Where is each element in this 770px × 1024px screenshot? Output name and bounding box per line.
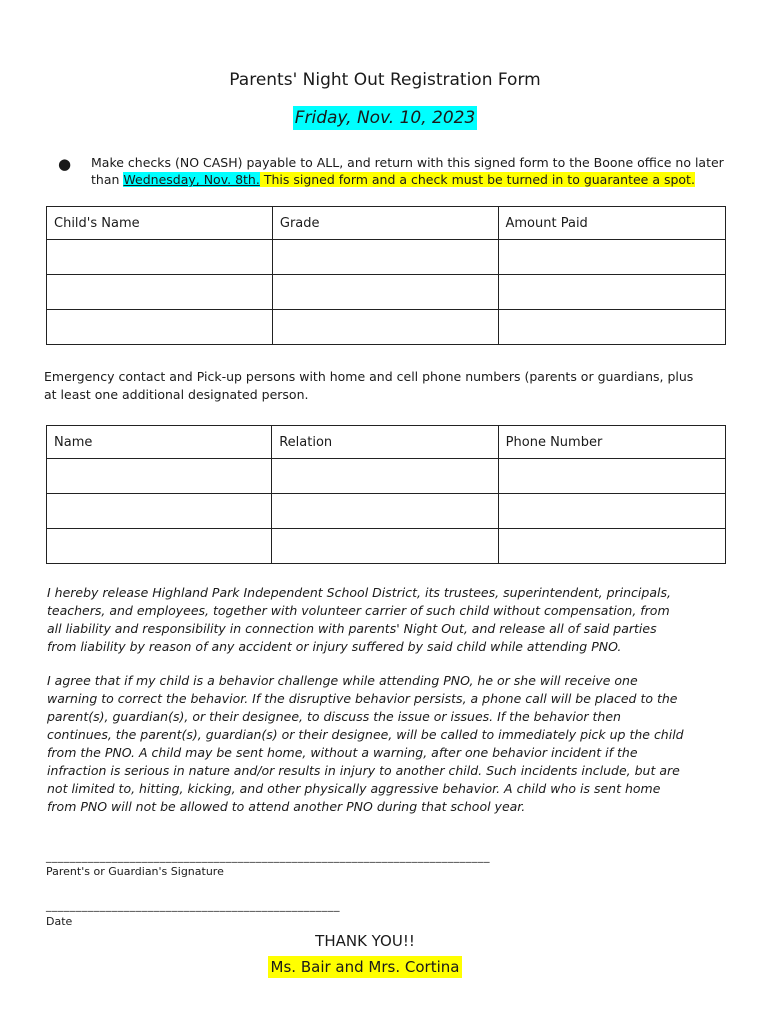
- amount-paid-cell[interactable]: [498, 310, 726, 345]
- table-row: [47, 275, 726, 310]
- event-date-container: [0, 108, 770, 128]
- table-row: [47, 310, 726, 345]
- children-table: [46, 206, 726, 345]
- relation-cell[interactable]: [272, 529, 498, 564]
- table-row: [47, 494, 726, 529]
- child-name-cell[interactable]: [47, 310, 273, 345]
- event-date: Friday, Nov. 10, 2023: [294, 108, 476, 128]
- signature-line[interactable]: __________________________________________________________________________: [46, 850, 490, 863]
- form-title: Parents' Night Out Registration Form: [229, 70, 541, 90]
- child-name-cell[interactable]: [47, 240, 273, 275]
- instructions-emphasis: This signed form and a check must be turned in to guarantee a spot.: [259, 172, 695, 187]
- thank-you-text: THANK YOU!!: [315, 932, 415, 950]
- child-name-cell[interactable]: [47, 275, 273, 310]
- phone-number-cell[interactable]: [498, 494, 725, 529]
- phone-number-cell[interactable]: [498, 459, 725, 494]
- contact-name-cell[interactable]: [47, 459, 272, 494]
- date-label: Date: [46, 915, 73, 928]
- phone-number-cell[interactable]: [498, 529, 725, 564]
- bullet-point: ●: [58, 155, 72, 173]
- instructions-text: Make checks (NO CASH) payable to ALL, and return with this signed form to the Boone office no later than: [91, 155, 724, 187]
- child-name-header: Child's Name: [47, 207, 273, 240]
- amount-paid-cell[interactable]: [498, 275, 726, 310]
- liability-release-paragraph: I hereby release Highland Park Independent School District, its trustees, superintendent, principals, teachers, and employees, together with volunteer carrier of such child without compensation, from all liability and responsibility in connection with parents' Night Out, and release all of said parties from liability by reason of any accident or injury suffered by said child while attending PNO.: [47, 585, 671, 654]
- amount-paid-cell[interactable]: [498, 240, 726, 275]
- phone-number-header: Phone Number: [498, 426, 725, 459]
- contact-name-header: Name: [47, 426, 272, 459]
- relation-header: Relation: [272, 426, 498, 459]
- grade-header: Grade: [272, 207, 498, 240]
- amount-paid-header: Amount Paid: [498, 207, 726, 240]
- payment-instructions: [91, 154, 731, 188]
- organizers-container: [0, 957, 730, 976]
- table-row: [47, 459, 726, 494]
- grade-cell[interactable]: [272, 275, 498, 310]
- date-line[interactable]: _________________________________________________: [46, 899, 340, 912]
- emergency-contact-intro: Emergency contact and Pick-up persons with home and cell phone numbers (parents or guardians, plus at least one additional designated person.: [44, 369, 694, 402]
- table-header-row: [47, 426, 726, 459]
- behavior-policy-paragraph: I agree that if my child is a behavior challenge while attending PNO, he or she will receive one warning to correct the behavior. If the disruptive behavior persists, a phone call will be placed to the parent(s), guardian(s), or their designee, to discuss the issue or issues. If the behavior then continues, the parent(s), guardian(s) or their designee, will be called to immediately pick up the child from the PNO. A child may be sent home, without a warning, after one behavior incident if the infraction is serious in nature and/or results in injury to another child. Such incidents include, but are not limited to, hitting, kicking, and other physically aggressive behavior. A child who is sent home from PNO will not be allowed to attend another PNO during that school year.: [47, 673, 684, 814]
- contact-name-cell[interactable]: [47, 494, 272, 529]
- grade-cell[interactable]: [272, 310, 498, 345]
- grade-cell[interactable]: [272, 240, 498, 275]
- organizer-names: Ms. Bair and Mrs. Cortina: [268, 956, 463, 978]
- deadline-date: Wednesday, Nov. 8th.: [123, 172, 260, 187]
- relation-cell[interactable]: [272, 494, 498, 529]
- signature-label: Parent's or Guardian's Signature: [46, 865, 224, 878]
- contact-name-cell[interactable]: [47, 529, 272, 564]
- contacts-table: [46, 425, 726, 564]
- table-row: [47, 529, 726, 564]
- table-row: [47, 240, 726, 275]
- table-header-row: [47, 207, 726, 240]
- relation-cell[interactable]: [272, 459, 498, 494]
